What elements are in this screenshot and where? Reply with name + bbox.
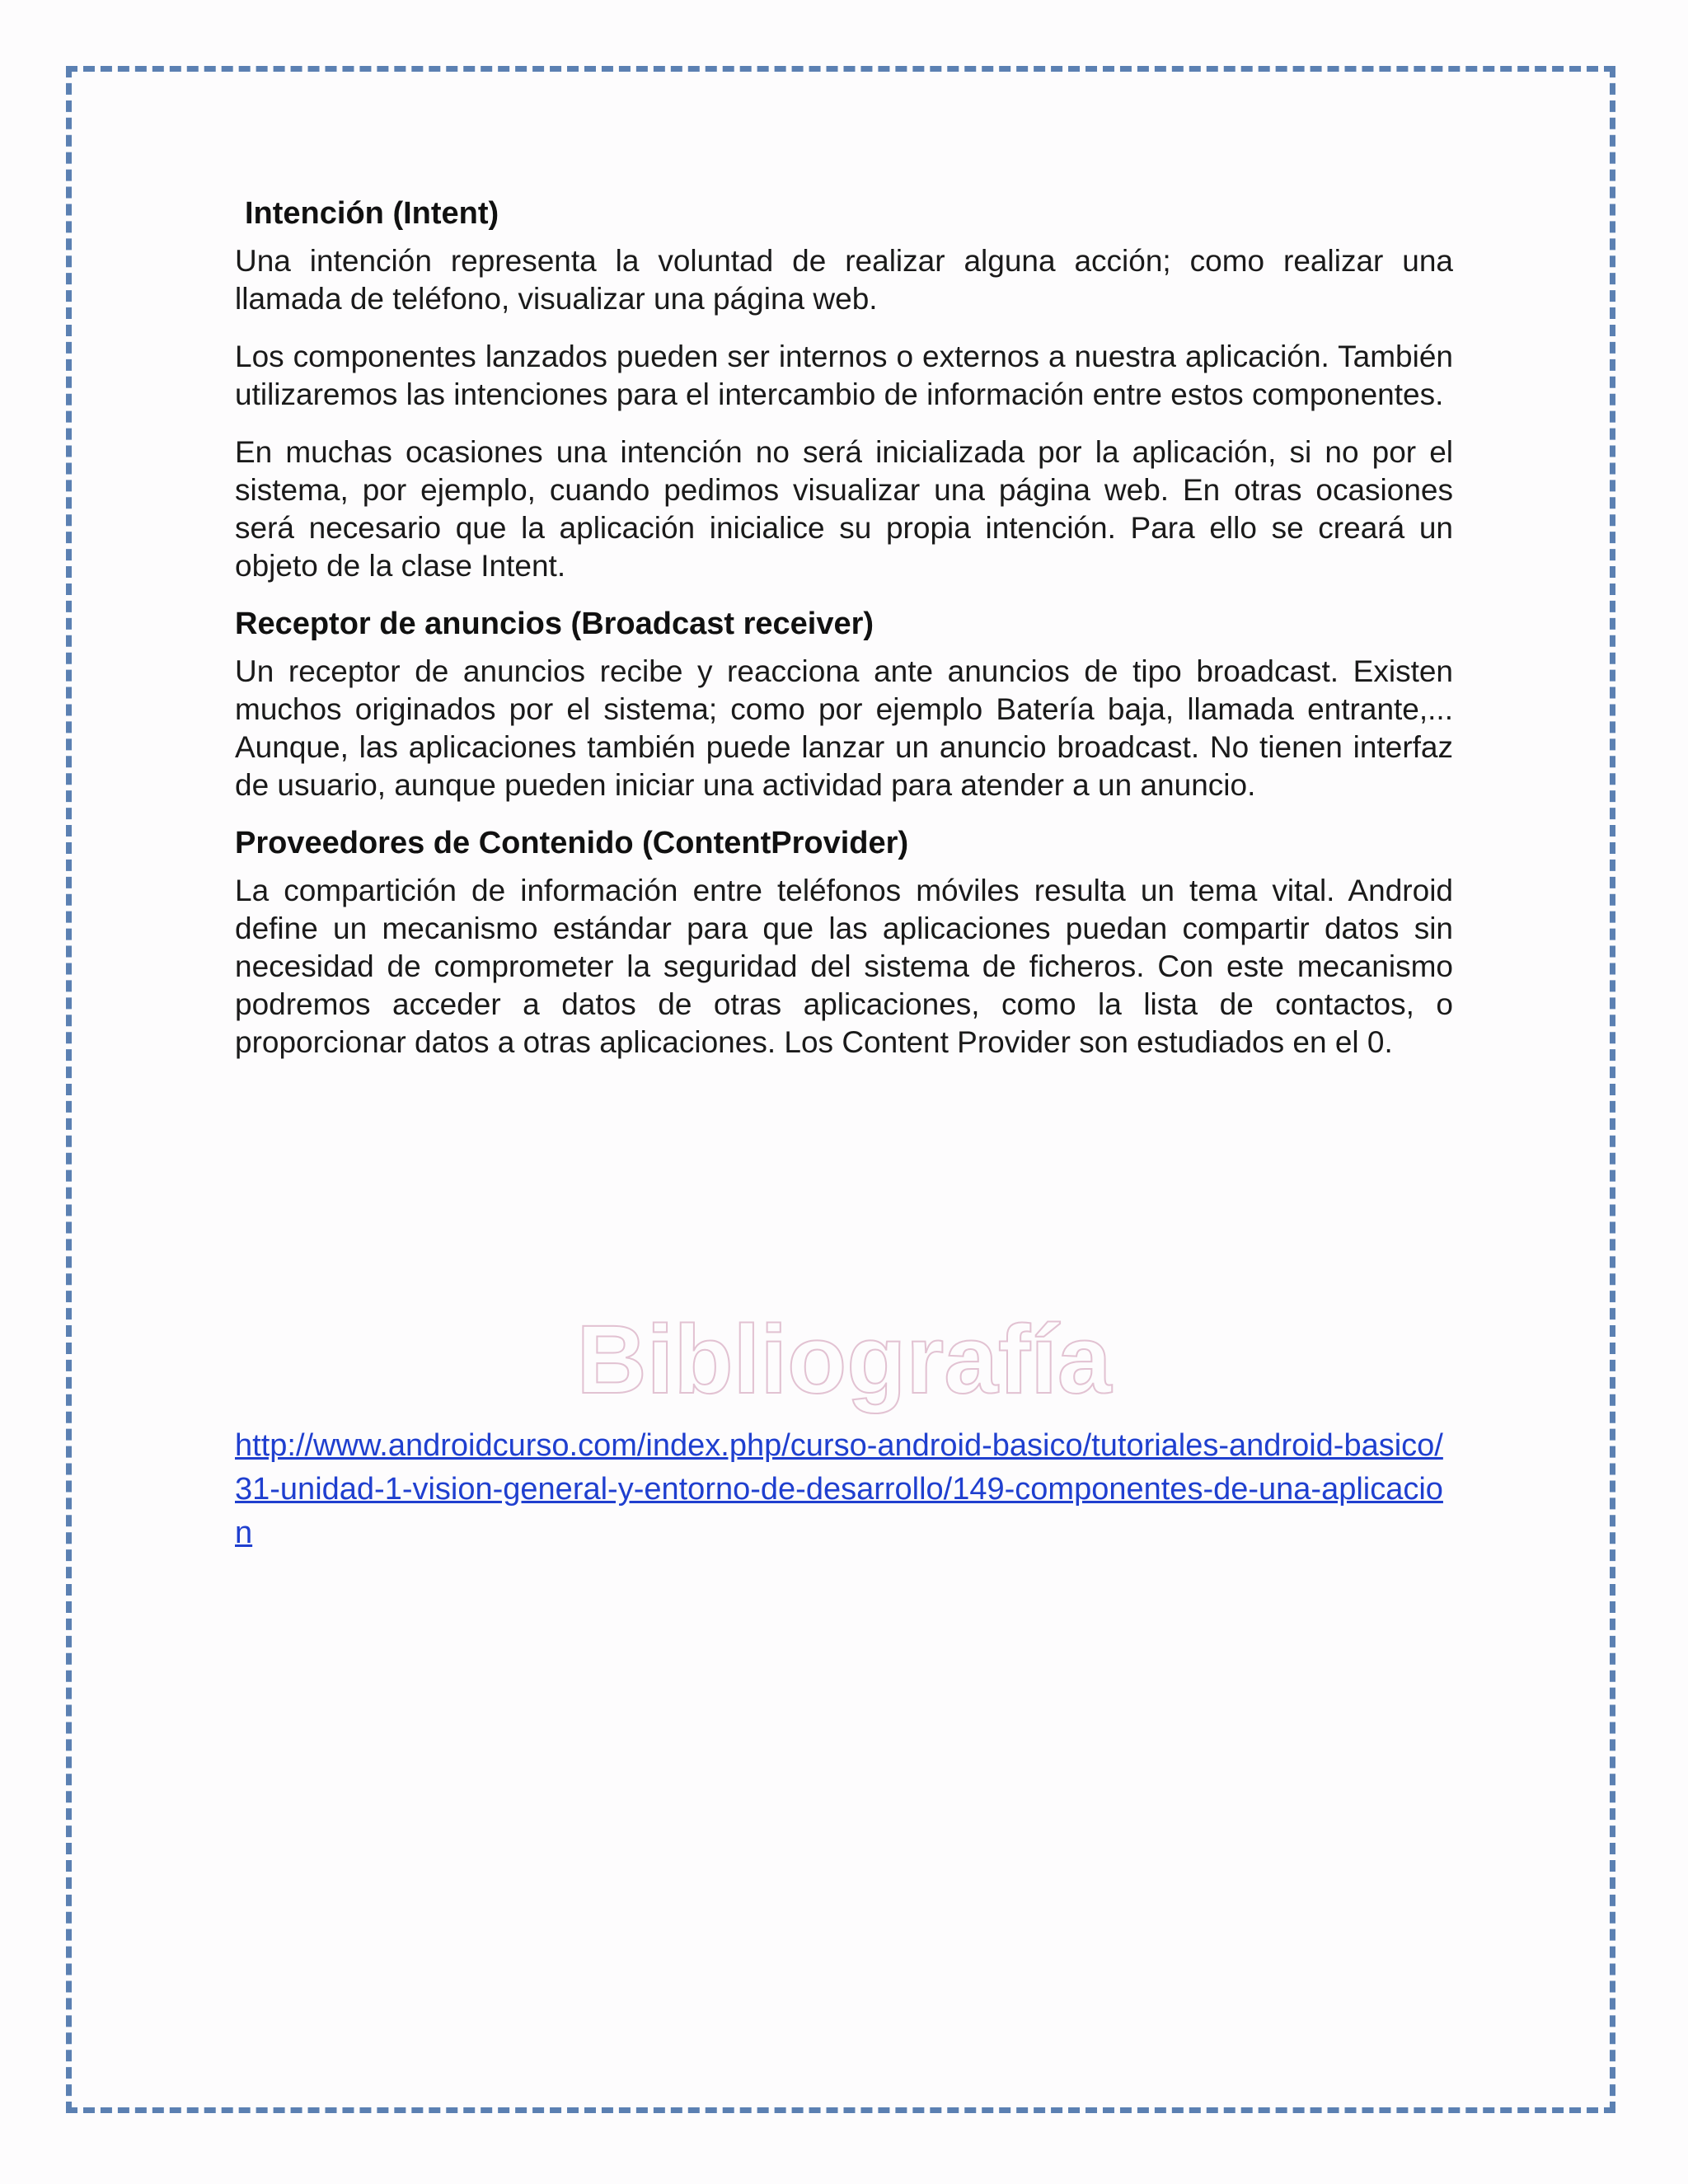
bibliography-heading: Bibliografía <box>576 1305 1112 1414</box>
paragraph-intent-initialization: En muchas ocasiones una intención no será inicializada por la aplicación, si no por el sistema, por ejemplo, cuando pedimos visualizar una página web. En otras ocasiones será necesario que la aplicación inicialice su propia intención. Para ello se creará un objeto de la clase Intent. <box>235 435 1453 583</box>
paragraph-intent-components: Los componentes lanzados pueden ser internos o externos a nuestra aplicación. También utilizaremos las intenciones para el intercambio de información entre estos componentes. <box>235 340 1453 411</box>
paragraph-intent-definition: Una intención representa la voluntad de realizar alguna acción; como realizar una llamada de teléfono, visualizar una página web. <box>235 244 1453 316</box>
document-body <box>235 194 1453 1081</box>
paragraph-broadcast-receiver: Un receptor de anuncios recibe y reacciona ante anuncios de tipo broadcast. Existen muchos originados por el sistema; como por ejemplo Batería baja, llamada entrante,... Aunque, las aplicaciones también puede lanzar un anuncio broadcast. No tienen interfaz de usuario, aunque pueden iniciar una actividad para atender a un anuncio. <box>235 654 1453 802</box>
bibliography-link[interactable]: http://www.androidcurso.com/index.php/curso-android-basico/tutoriales-android-basico/31-unidad-1-vision-general-y-entorno-de-desarrollo/149-componentes-de-una-aplicacion <box>235 1428 1443 1550</box>
paragraph-content-provider: La compartición de información entre teléfonos móviles resulta un tema vital. Android define un mecanismo estándar para que las aplicaciones puedan compartir datos sin necesidad de comprometer la seguridad del sistema de ficheros. Con este mecanismo podremos acceder a datos de otras aplicaciones, como la lista de contactos, o proporcionar datos a otras aplicaciones. Los Content Provider son estudiados en el 0. <box>235 874 1453 1059</box>
section-heading-broadcast-receiver: Receptor de anuncios (Broadcast receiver) <box>235 607 874 641</box>
section-heading-content-provider: Proveedores de Contenido (ContentProvider) <box>235 826 909 860</box>
section-heading-intent: Intención (Intent) <box>245 196 499 231</box>
